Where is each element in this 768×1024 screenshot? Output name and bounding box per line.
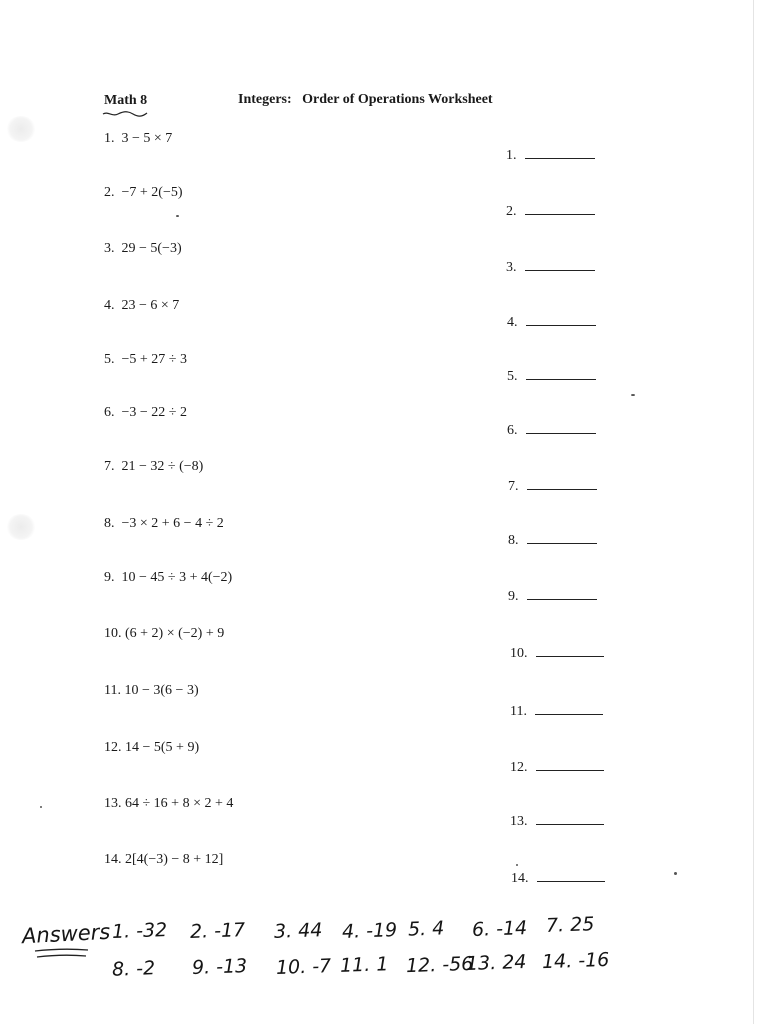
course-name: Math 8: [104, 93, 148, 108]
answer-line: [525, 270, 595, 271]
answer-blank-5[interactable]: 5.: [507, 369, 596, 385]
punch-hole: [6, 514, 36, 540]
problem-11: 11. 10 − 3(6 − 3): [104, 683, 199, 698]
answer-blank-1[interactable]: 1.: [506, 148, 595, 164]
answer-line: [536, 656, 604, 657]
key-answer-4: 4. -19: [341, 919, 398, 943]
answer-blank-8[interactable]: 8.: [508, 533, 597, 549]
answer-line: [536, 824, 604, 825]
problem-13: 13. 64 ÷ 16 + 8 × 2 + 4: [104, 796, 234, 811]
problem-14: 14. 2[4(−3) − 8 + 12]: [104, 852, 224, 867]
key-answer-3: 3. 44: [273, 919, 323, 943]
scan-speck: [516, 864, 518, 866]
key-answer-6: 6. -14: [471, 917, 528, 941]
answer-line: [525, 214, 595, 215]
problem-5: 5. −5 + 27 ÷ 3: [104, 352, 187, 367]
answer-line: [537, 881, 605, 882]
key-answer-2: 2. -17: [189, 919, 246, 943]
problem-9: 9. 10 − 45 ÷ 3 + 4(−2): [104, 570, 233, 585]
scan-speck: [40, 806, 42, 808]
problem-2: 2. −7 + 2(−5): [104, 185, 183, 200]
answer-line: [526, 379, 596, 380]
answer-blank-12[interactable]: 12.: [510, 760, 604, 776]
key-answer-12: 12. -56: [405, 952, 474, 978]
answer-line: [527, 599, 597, 600]
key-answer-7: 7. 25: [545, 913, 595, 937]
problem-3: 3. 29 − 5(−3): [104, 241, 182, 256]
problem-8: 8. −3 × 2 + 6 − 4 ÷ 2: [104, 516, 224, 531]
answer-blank-14[interactable]: 14.: [511, 871, 605, 887]
answer-line: [536, 770, 604, 771]
answer-line: [527, 543, 597, 544]
answer-blank-7[interactable]: 7.: [508, 479, 597, 495]
problem-1: 1. 3 − 5 × 7: [104, 131, 173, 146]
worksheet-title: Integers: Order of Operations Worksheet: [238, 92, 493, 107]
problem-6: 6. −3 − 22 ÷ 2: [104, 405, 187, 420]
key-answer-11: 11. 1: [339, 953, 389, 977]
scan-speck: [176, 215, 179, 217]
key-answer-10: 10. -7: [275, 955, 332, 979]
punch-hole: [6, 116, 36, 142]
answer-blank-2[interactable]: 2.: [506, 204, 595, 220]
answer-line: [535, 714, 603, 715]
problem-4: 4. 23 − 6 × 7: [104, 298, 180, 313]
answer-blank-10[interactable]: 10.: [510, 646, 604, 662]
key-answer-14: 14. -16: [541, 948, 610, 974]
scan-speck: [631, 394, 635, 396]
scan-speck: [674, 872, 677, 875]
problem-7: 7. 21 − 32 ÷ (−8): [104, 459, 204, 474]
problem-10: 10. (6 + 2) × (−2) + 9: [104, 626, 225, 641]
answer-blank-4[interactable]: 4.: [507, 315, 596, 331]
page-edge: [753, 0, 754, 1024]
key-answer-1: 1. -32: [111, 919, 168, 943]
key-answer-9: 9. -13: [191, 955, 248, 979]
answers-label: Answers: [21, 919, 111, 949]
key-answer-5: 5. 4: [407, 917, 445, 941]
problem-12: 12. 14 − 5(5 + 9): [104, 740, 200, 755]
answers-underline: [34, 948, 90, 960]
answer-line: [526, 325, 596, 326]
answer-blank-13[interactable]: 13.: [510, 814, 604, 830]
answer-line: [525, 158, 595, 159]
answer-blank-9[interactable]: 9.: [508, 589, 597, 605]
answer-line: [526, 433, 596, 434]
key-answer-8: 8. -2: [111, 957, 156, 981]
course-underline: [102, 110, 148, 118]
answer-blank-11[interactable]: 11.: [510, 704, 603, 720]
answer-blank-6[interactable]: 6.: [507, 423, 596, 439]
key-answer-13: 13. 24: [465, 950, 527, 976]
answer-blank-3[interactable]: 3.: [506, 260, 595, 276]
answer-line: [527, 489, 597, 490]
